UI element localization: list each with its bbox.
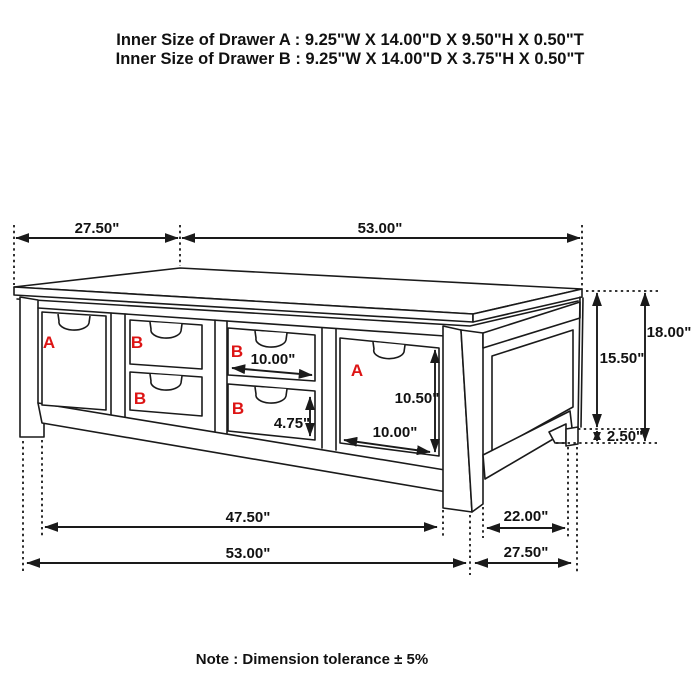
dim-side-leg-clearance-value: 22.00" [503,508,549,525]
dim-drawer-b-height-value: 4.75" [273,415,311,432]
dim-top-to-stretcher-value: 15.50" [599,350,645,367]
label-drawer-b-col2-bottom: B [133,389,147,408]
label-drawer-b-col3-top: B [230,342,244,361]
label-drawer-a-right: A [350,361,364,380]
dim-drawer-b-width-value: 10.00" [250,351,296,368]
dim-bottom-depth-value: 27.50" [503,544,549,561]
tolerance-note: Note : Dimension tolerance ± 5% [195,651,429,668]
dim-top-depth-value: 27.50" [74,220,120,237]
dim-bottom-width [27,545,466,563]
header-line-drawer-b: Inner Size of Drawer B : 9.25"W X 14.00"D X 3.75"H X 0.50"T [115,50,585,68]
right-side-panel [483,297,583,479]
header-line-drawer-a: Inner Size of Drawer A : 9.25"W X 14.00"D X 9.50"H X 0.50"T [116,31,584,49]
drawer-handle [255,387,287,403]
drawer-a-left [42,312,106,410]
dim-top-to-stretcher [597,293,644,427]
dim-top-depth [16,220,178,238]
table-drawing [14,268,583,512]
dim-foot-height-value: 2.50" [606,428,644,445]
dim-drawer-a-height-value: 10.50" [394,390,440,407]
label-drawer-a-left: A [42,333,56,352]
drawer-handle [150,322,182,338]
drawer-handle [58,314,90,330]
dim-front-leg-clearance [45,509,437,527]
dim-drawer-a-width-value: 10.00" [372,424,418,441]
label-drawer-b-col2-top: B [130,333,144,352]
dim-overall-height [645,293,691,441]
dim-front-leg-clearance-value: 47.50" [225,509,271,526]
drawer-handle [150,374,182,390]
front-right-leg [443,326,483,512]
dim-overall-height-value: 18.00" [646,324,692,341]
drawer-handle [255,331,287,347]
dim-top-width-value: 53.00" [357,220,403,237]
dim-bottom-depth [475,544,571,563]
dim-top-width [182,220,580,238]
dim-bottom-width-value: 53.00" [225,545,271,562]
dim-side-leg-clearance [487,508,565,528]
label-drawer-b-col3-bottom: B [231,399,245,418]
